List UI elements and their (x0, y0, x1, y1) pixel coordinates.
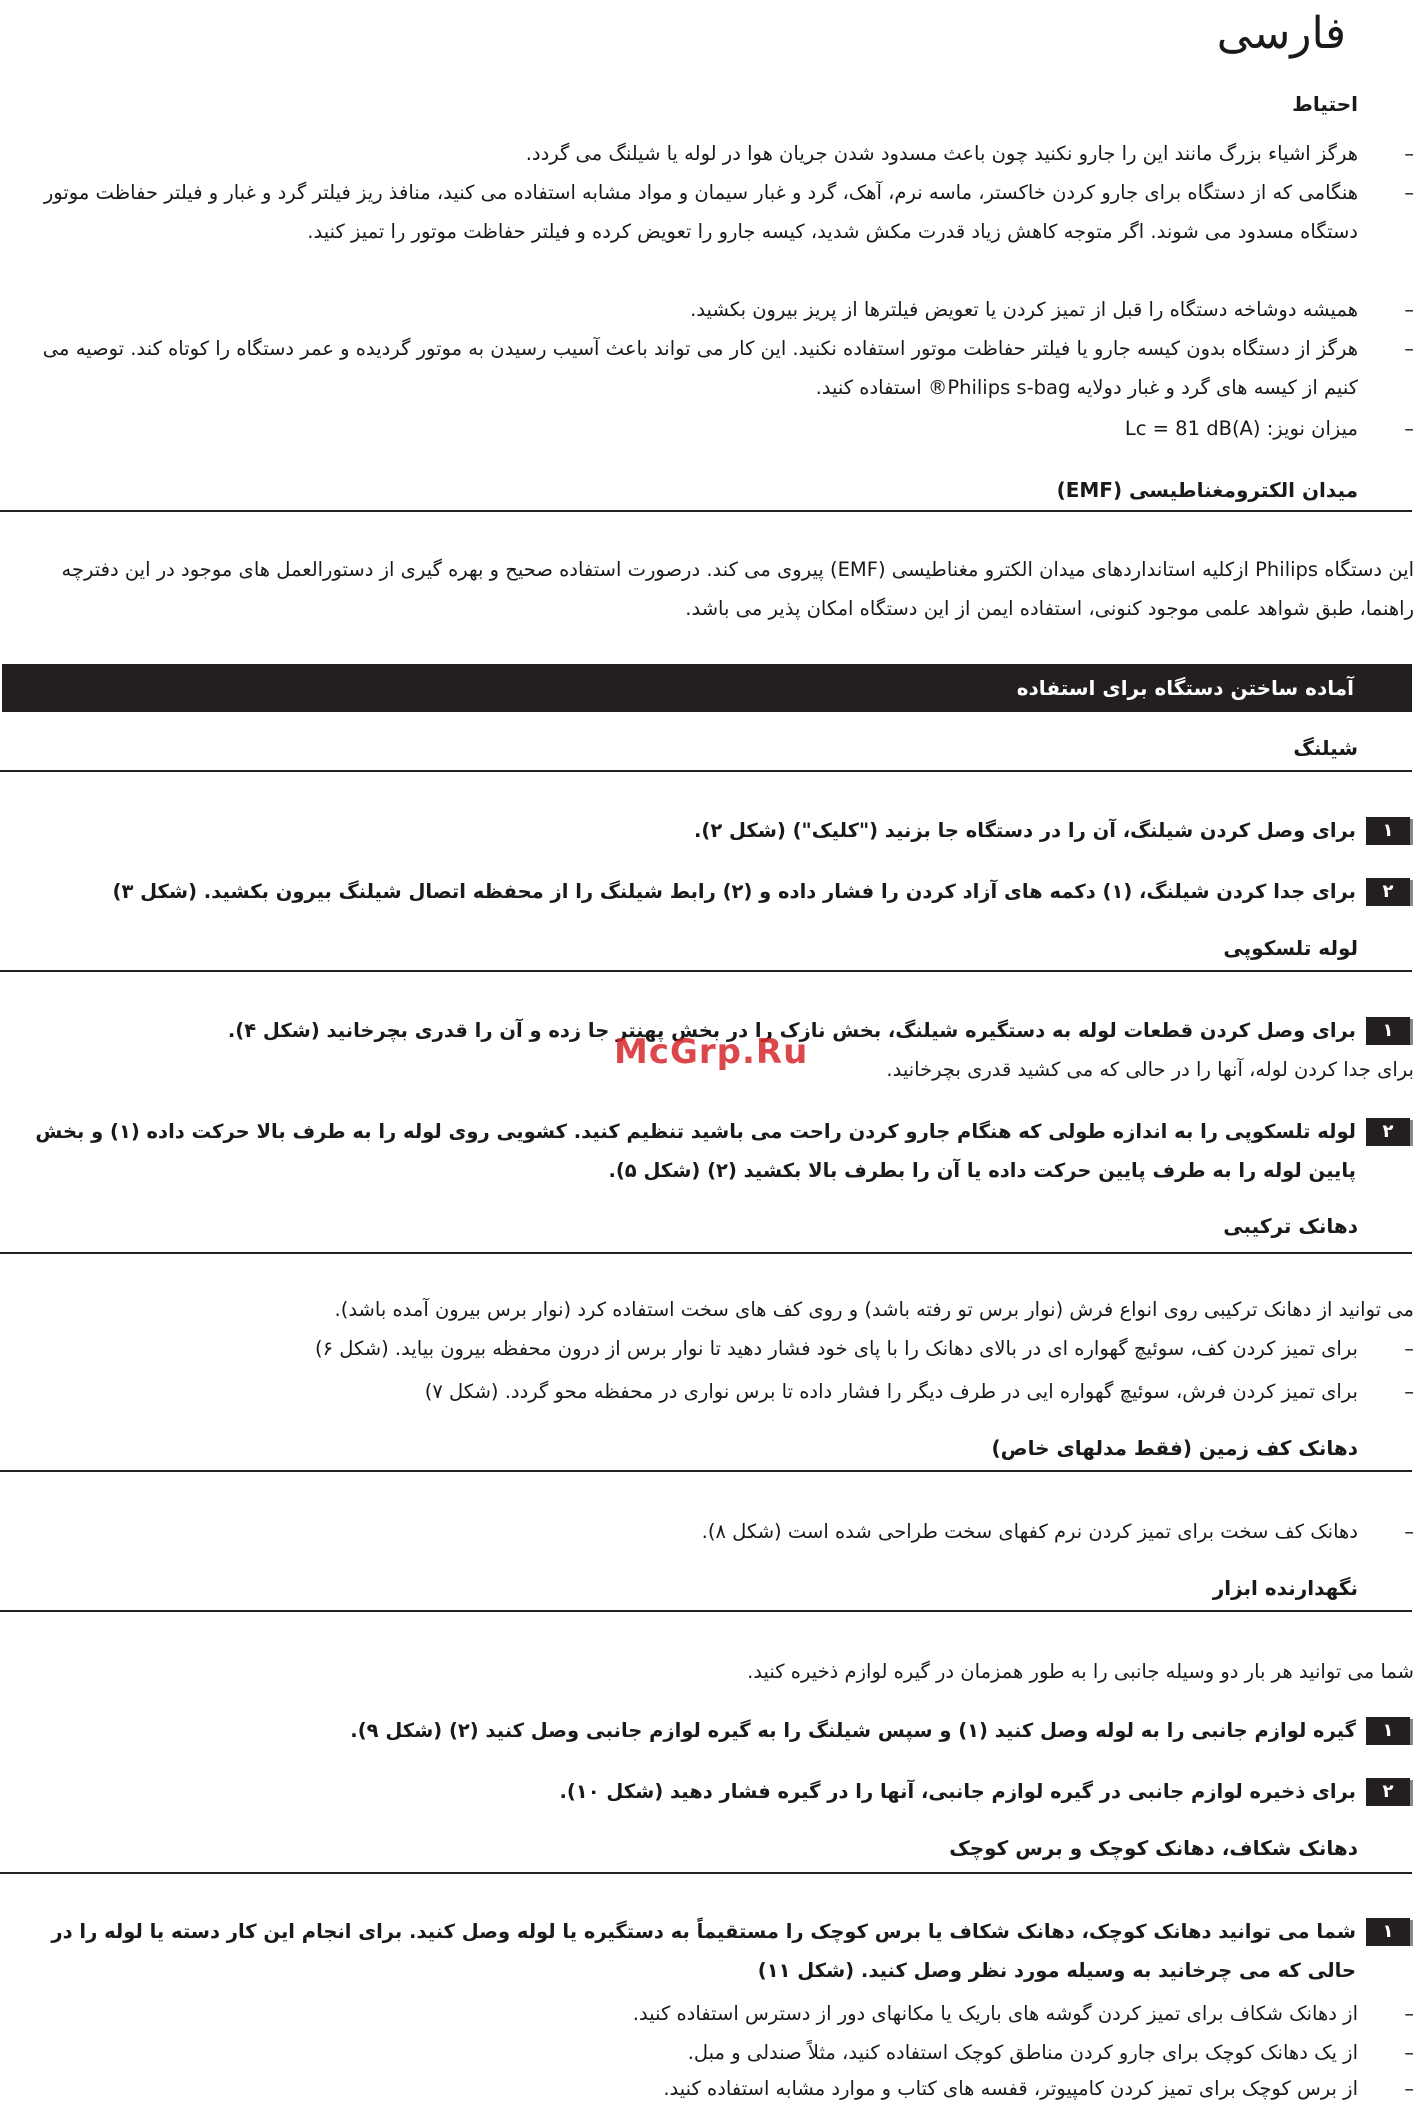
bullet-dash: – (1404, 2077, 1414, 2100)
combi-intro: می توانید از دهانک ترکیبی روی انواع فرش (نوار برس تو رفته باشد) و روی کف های سخت استفاده کرد (نوار برس بیرون آمده باشد). (334, 1298, 1414, 1321)
floor-heading: دهانک کف زمین (فقط مدلهای خاص) (991, 1436, 1358, 1460)
step-item (8, 1912, 1414, 1990)
floor-item: دهانک کف سخت برای تمیز کردن نرم کفهای سخت طراحی شده است (شکل ۸). (701, 1520, 1358, 1543)
section-divider (0, 1610, 1412, 1612)
language-title: فارسی (1216, 8, 1346, 59)
step-item (8, 872, 1414, 911)
bullet-dash: – (1404, 337, 1414, 360)
step-number: ۱ (1366, 1717, 1410, 1745)
bullet-dash: – (1404, 2041, 1414, 2064)
section-divider (0, 510, 1412, 512)
step-number: ۱ (1366, 1017, 1410, 1045)
combi-item: برای تمیز کردن فرش، سوئیچ گهواره ایی در طرف دیگر را فشار داده تا برس نواری در محفظه محو گردد. (شکل ۷) (424, 1380, 1358, 1403)
section-divider (0, 1872, 1412, 1874)
tube-heading: لوله تلسکوپی (1223, 936, 1358, 960)
crevice-item: از برس کوچک برای تمیز کردن کامپیوتر، قفسه های کتاب و موارد مشابه استفاده کنید. (663, 2077, 1358, 2100)
step-number: ۲ (1366, 1118, 1410, 1146)
bullet-dash: – (1404, 142, 1414, 165)
watermark: McGrp.Ru (614, 1032, 809, 1072)
section-divider (0, 1252, 1412, 1254)
bullet-dash: – (1404, 417, 1414, 440)
crevice-item: از دهانک شکاف برای تمیز کردن گوشه های باریک یا مکانهای دور از دسترس استفاده کنید. (632, 2002, 1358, 2025)
section-divider (0, 1470, 1412, 1472)
step-item (8, 1711, 1414, 1750)
bullet-dash: – (1404, 181, 1414, 204)
bullet-dash: – (1404, 1380, 1414, 1403)
step-text: برای جدا کردن شیلنگ، (۱) دکمه های آزاد کردن را فشار داده و (۲) رابط شیلنگ را از محفظه اتصال شیلنگ بیرون بکشید. (شکل ۳) (112, 880, 1356, 903)
step-item (8, 1772, 1414, 1811)
bullet-dash: – (1404, 2002, 1414, 2025)
step-number: ۲ (1366, 1778, 1410, 1806)
holder-intro: شما می توانید هر بار دو وسیله جانبی را به طور همزمان در گیره لوازم ذخیره کنید. (747, 1660, 1414, 1683)
combi-heading: دهانک ترکیبی (1223, 1214, 1358, 1238)
crevice-item: از یک دهانک کوچک برای جارو کردن مناطق کوچک استفاده کنید، مثلاً صندلی و مبل. (687, 2041, 1358, 2064)
holder-heading: نگهدارنده ابزار (1212, 1576, 1358, 1600)
bullet-dash: – (1404, 298, 1414, 321)
step-text: برای ذخیره لوازم جانبی در گیره لوازم جانبی، آنها را در گیره فشار دهید (شکل ۱۰). (559, 1780, 1356, 1803)
step-number: ۲ (1366, 878, 1410, 906)
combi-item: برای تمیز کردن کف، سوئیچ گهواره ای در بالای دهانک را با پای خود فشار دهید تا نوار برس از درون محفظه بیرون بیاید. (شکل ۶) (314, 1337, 1358, 1360)
step-text: گیره لوازم جانبی را به لوله وصل کنید (۱) و سپس شیلنگ را به گیره لوازم جانبی وصل کنید (۲) (شکل ۹). (350, 1719, 1356, 1742)
step-subtext: برای جدا کردن لوله، آنها را در حالی که می کشید قدری بچرخانید. (886, 1058, 1414, 1081)
caution-item: همیشه دوشاخه دستگاه را قبل از تمیز کردن یا تعویض فیلترها از پریز بیرون بکشید. (690, 298, 1358, 321)
section-banner: آماده ساختن دستگاه برای استفاده (2, 664, 1412, 712)
step-text: شما می توانید دهانک کوچک، دهانک شکاف یا برس کوچک را مستقیماً به دستگیره یا لوله وصل کنید. برای انجام این کار دسته یا لوله را در حالی که می چرخانید به وسیله مورد نظر وصل کنید. (شکل ۱۱) (51, 1920, 1356, 1982)
caution-item: هرگز اشیاء بزرگ مانند این را جارو نکنید چون باعث مسدود شدن جریان هوا در لوله یا شیلنگ می گردد. (525, 142, 1358, 165)
section-divider (0, 970, 1412, 972)
bullet-dash: – (1404, 1520, 1414, 1543)
section-divider (0, 770, 1412, 772)
step-number: ۱ (1366, 817, 1410, 845)
bullet-dash: – (1404, 1337, 1414, 1360)
caution-heading: احتیاط (1292, 92, 1358, 116)
step-text: لوله تلسکوپی را به اندازه طولی که هنگام جارو کردن راحت می باشید تنظیم کنید. کشویی روی لوله را به طرف بالا حرکت داده (۱) و بخش پایین لوله را به طرف پایین حرکت داده یا آن را بطرف بالا بکشید (۲) (شکل ۵). (35, 1120, 1356, 1182)
step-number: ۱ (1366, 1918, 1410, 1946)
step-item (8, 811, 1414, 850)
hose-heading: شیلنگ (1293, 736, 1358, 760)
emf-text: این دستگاه Philips ازکلیه استانداردهای میدان الکترو مغناطیسی (EMF) پیروی می کند. درصورت استفاده صحیح و بهره گیری از دستورالعمل های موجود در این دفترچه راهنما، طبق شواهد علمی موجود کنونی، استفاده ایمن از این دستگاه امکان پذیر می باشد. (61, 558, 1414, 620)
caution-item: هرگز از دستگاه بدون کیسه جارو یا فیلتر حفاظت موتور استفاده نکنید. این کار می تواند باعث آسیب رسیدن به موتور گردیده و عمر دستگاه را کوتاه کند. توصیه می کنیم از کیسه های گرد و غبار دولایه Philips s-bag® استفاده کنید. (42, 337, 1358, 399)
step-item (8, 1112, 1414, 1190)
step-text: برای وصل کردن قطعات لوله به دستگیره شیلنگ، بخش نازک را در بخش پهنتر جا زده و آن را قدری بچرخانید (شکل ۴). (227, 1019, 1356, 1042)
crevice-heading: دهانک شکاف، دهانک کوچک و برس کوچک (949, 1836, 1358, 1860)
caution-item: هنگامی که از دستگاه برای جارو کردن خاکستر، ماسه نرم، آهک، گرد و غبار سیمان و مواد مشابه استفاده می کنید، منافذ ریز فیلتر گرد و غبار و فیلتر حفاظت موتور دستگاه مسدود می شوند. اگر متوجه کاهش زیاد قدرت مکش شدید، کیسه جارو را تعویض کرده و فیلتر حفاظت موتور را تمیز کنید. (43, 181, 1358, 243)
noise-level: میزان نویز: Lc = 81 dB(A) (1124, 417, 1358, 440)
step-text: برای وصل کردن شیلنگ، آن را در دستگاه جا بزنید ("کلیک") (شکل ۲). (694, 819, 1356, 842)
emf-heading: میدان الکترومغناطیسی (EMF) (1056, 478, 1358, 502)
